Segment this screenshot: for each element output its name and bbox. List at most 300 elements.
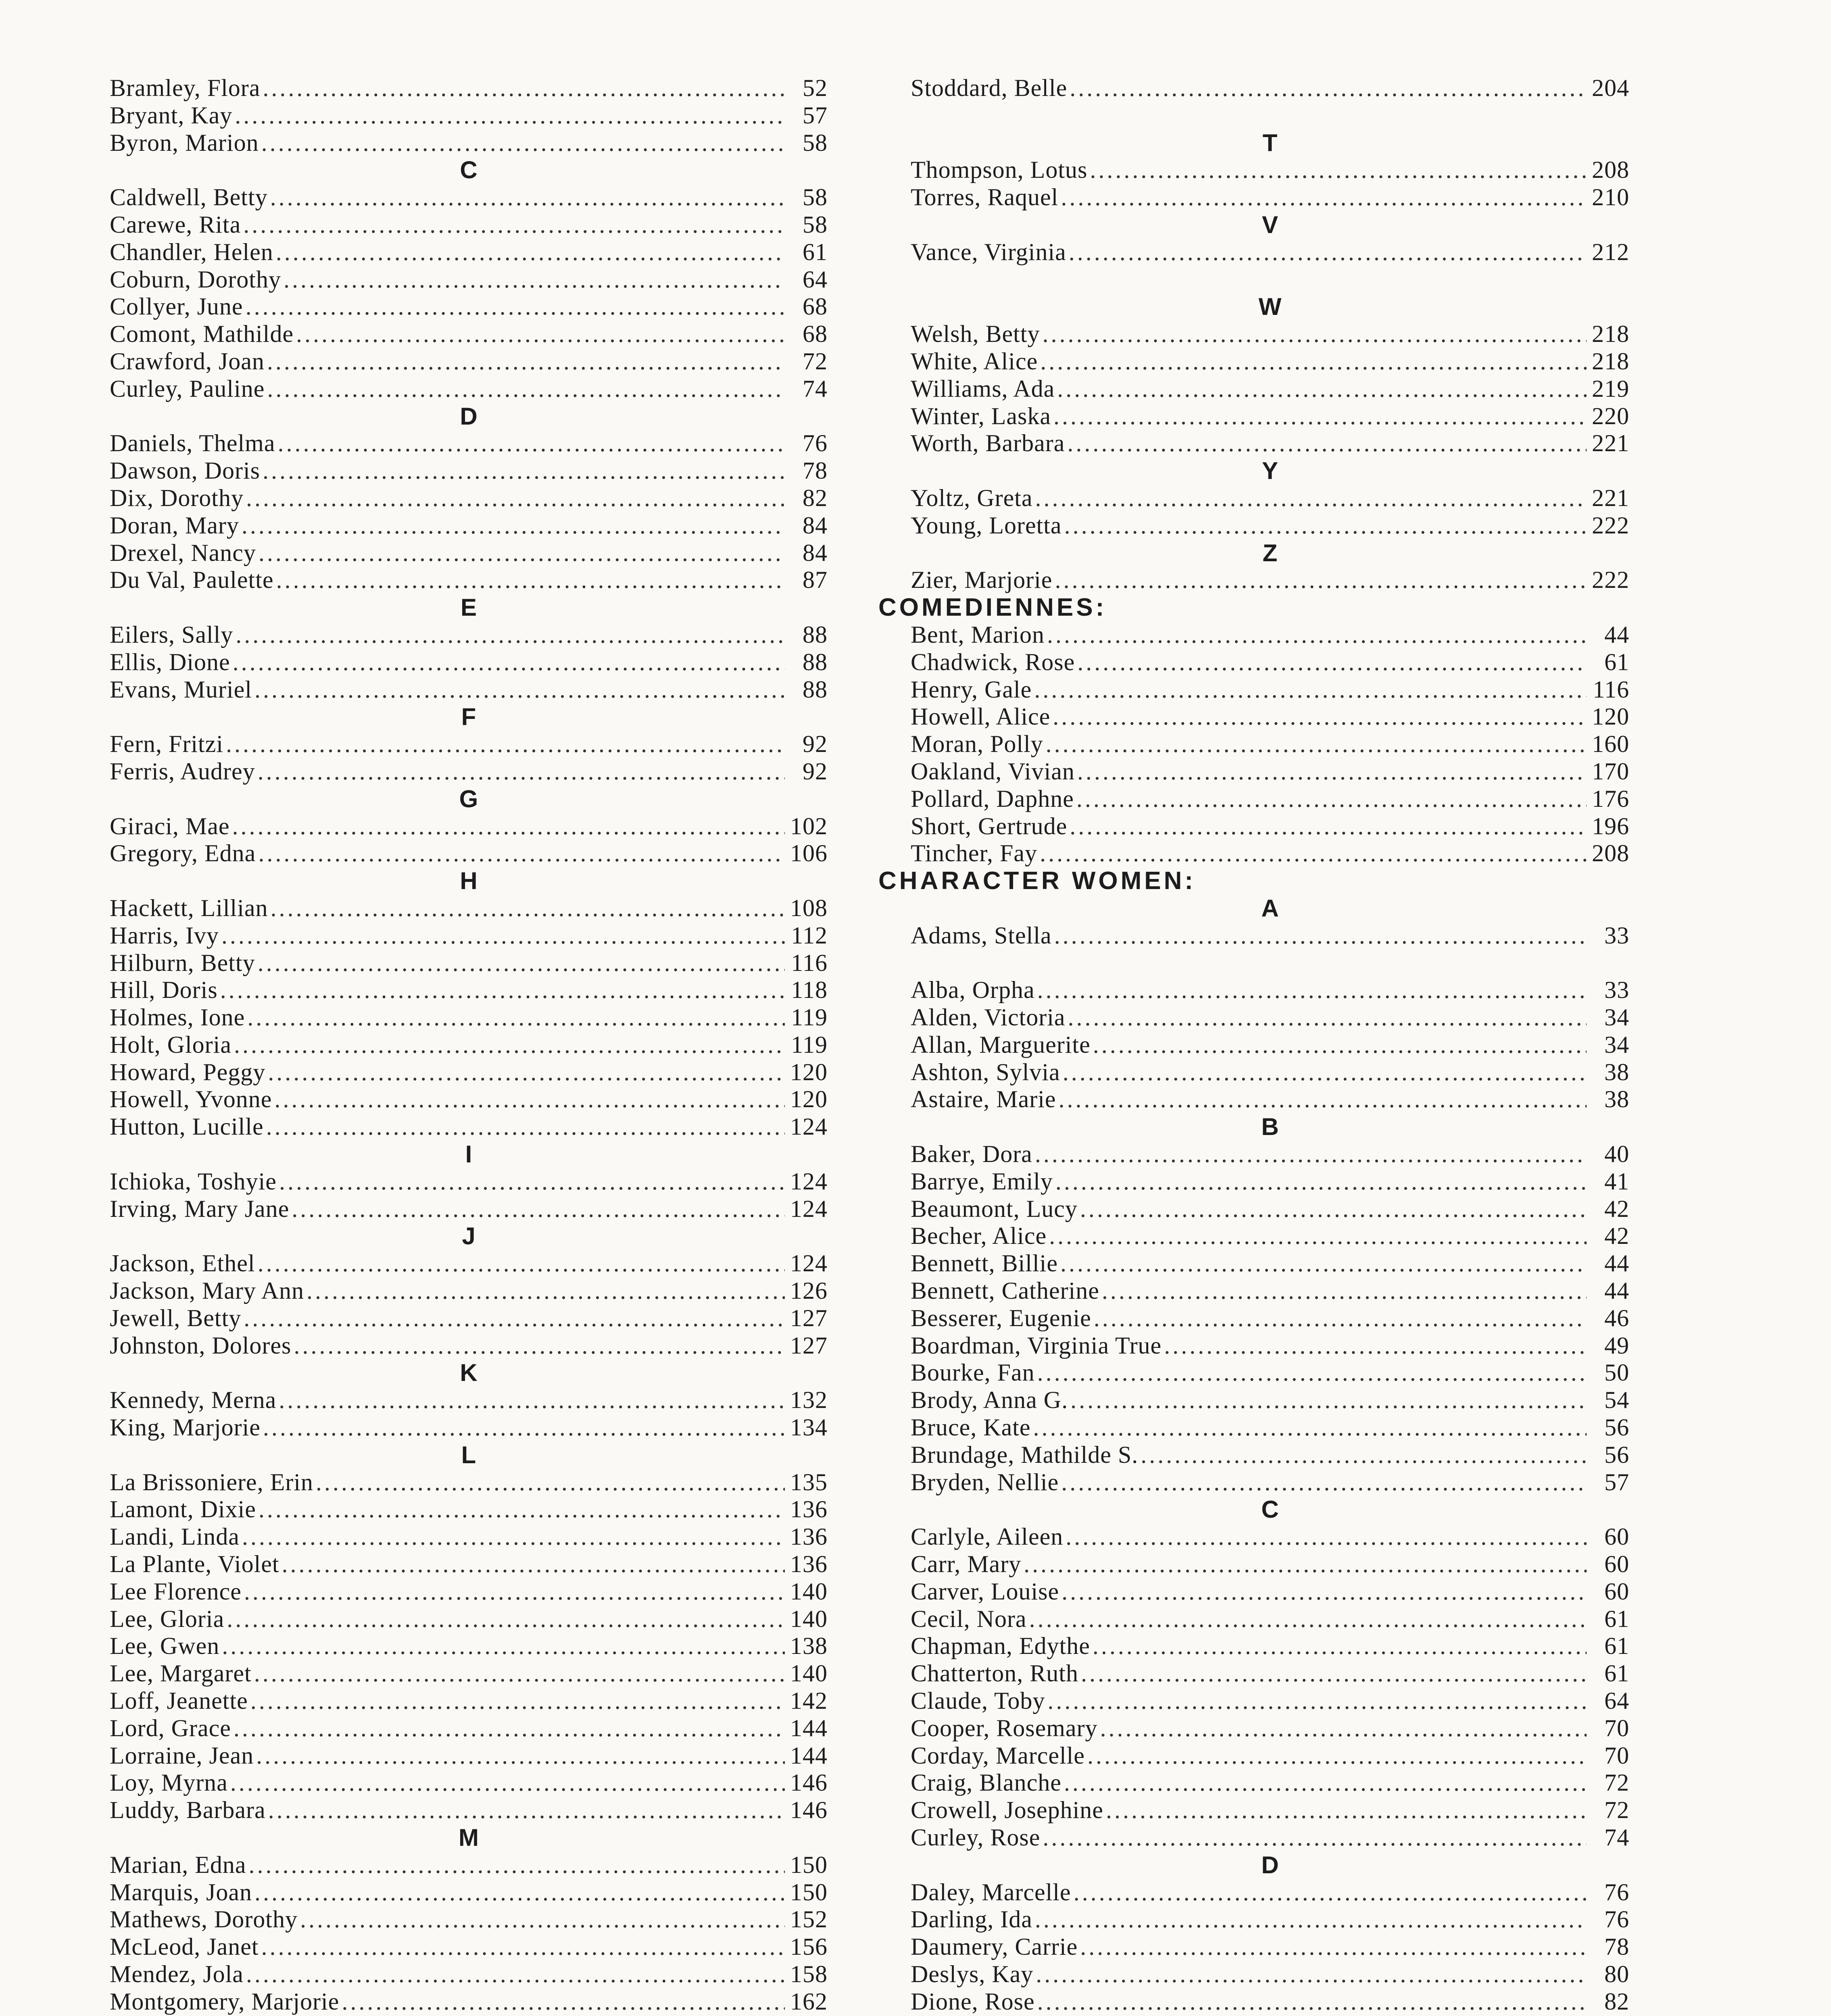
index-entry — [911, 1824, 1629, 1851]
dot-leader — [1043, 1824, 1587, 1851]
entry-page-number: 150 — [790, 1851, 828, 1878]
entry-page-number: 221 — [1592, 430, 1629, 457]
entry-name: Chandler, Helen — [110, 238, 273, 265]
index-entry — [110, 649, 828, 676]
entry-page-number: 108 — [790, 894, 828, 921]
letter-heading: G — [459, 785, 478, 812]
index-entry — [911, 1933, 1629, 1961]
entry-name: Alden, Victoria — [911, 1004, 1066, 1031]
entry-name: Bramley, Flora — [110, 75, 261, 101]
entry-name: Astaire, Marie — [911, 1086, 1056, 1113]
entry-page-number: 34 — [1604, 1031, 1629, 1058]
entry-name: Winter, Laska — [911, 402, 1051, 429]
entry-page-number: 44 — [1604, 1277, 1629, 1304]
entry-page-number: 140 — [790, 1660, 828, 1687]
index-entry — [110, 75, 828, 102]
index-entry — [911, 922, 1629, 950]
dot-leader — [279, 1387, 785, 1414]
entry-page-number: 132 — [790, 1387, 828, 1414]
entry-page-number: 78 — [803, 457, 828, 484]
entry-name: Lee, Gloria — [110, 1605, 225, 1632]
entry-name: Du Val, Paulette — [110, 566, 274, 594]
dot-leader — [227, 1606, 785, 1633]
entry-page-number: 44 — [1604, 621, 1629, 648]
entry-name: Doran, Mary — [110, 512, 239, 539]
dot-leader — [1094, 1305, 1587, 1332]
dot-leader — [1034, 676, 1587, 704]
index-entry — [911, 1195, 1629, 1223]
entry-name: Chadwick, Rose — [911, 648, 1075, 675]
entry-page-number: 127 — [790, 1332, 828, 1359]
dot-leader — [1042, 321, 1587, 348]
entry-page-number: 118 — [791, 977, 828, 1004]
dot-leader — [1035, 1141, 1587, 1168]
entry-page-number: 84 — [803, 539, 828, 566]
entry-name: Short, Gertrude — [911, 812, 1068, 839]
dot-leader — [1070, 813, 1587, 840]
dot-leader — [258, 950, 785, 977]
entry-page-number: 140 — [790, 1605, 828, 1632]
entry-page-number: 208 — [1592, 840, 1629, 867]
entry-page-number: 156 — [790, 1933, 828, 1960]
dot-leader — [1066, 1523, 1587, 1551]
entry-name: Loy, Myrna — [110, 1769, 228, 1796]
entry-page-number: 92 — [803, 758, 828, 785]
entry-page-number: 136 — [790, 1523, 828, 1550]
index-entry — [911, 1715, 1629, 1742]
dot-leader — [300, 1906, 785, 1933]
entry-name: Holt, Gloria — [110, 1031, 231, 1058]
dot-leader — [284, 266, 785, 294]
dot-leader — [1074, 1879, 1587, 1906]
dot-leader — [1053, 403, 1587, 430]
index-entry — [911, 813, 1629, 840]
entry-name: Dawson, Doris — [110, 457, 260, 484]
index-entry — [911, 1031, 1629, 1059]
index-entry — [110, 1906, 828, 1933]
entry-page-number: 54 — [1604, 1387, 1629, 1414]
entry-name: Allan, Marguerite — [911, 1031, 1091, 1058]
index-entry — [110, 129, 828, 157]
index-entry — [110, 1578, 828, 1606]
entry-name: Fern, Fritzi — [110, 731, 223, 758]
dot-leader — [1100, 1715, 1587, 1742]
entry-page-number: 82 — [803, 484, 828, 511]
section-heading: CHARACTER WOMEN: — [878, 867, 1196, 895]
entry-page-number: 42 — [1604, 1195, 1629, 1222]
dot-leader — [274, 1086, 785, 1113]
entry-name: Loff, Jeanette — [110, 1687, 248, 1714]
index-entry — [911, 512, 1629, 539]
index-entry — [110, 676, 828, 704]
index-entry — [911, 1250, 1629, 1277]
dot-leader — [258, 758, 785, 785]
dot-leader — [292, 1195, 785, 1223]
dot-leader — [1047, 1687, 1587, 1715]
dot-leader — [236, 621, 785, 649]
entry-name: Hackett, Lillian — [110, 894, 268, 921]
dot-leader — [1070, 1387, 1587, 1414]
dot-leader — [1061, 1469, 1587, 1496]
entry-page-number: 222 — [1592, 512, 1629, 539]
entry-page-number: 72 — [803, 348, 828, 375]
dot-leader — [1024, 1551, 1587, 1578]
entry-page-number: 38 — [1604, 1086, 1629, 1113]
index-entry — [110, 1277, 828, 1305]
index-entry — [110, 1551, 828, 1578]
dot-leader — [250, 1687, 785, 1715]
entry-name: Carr, Mary — [911, 1551, 1022, 1578]
entry-page-number: 84 — [803, 512, 828, 539]
letter-heading: E — [460, 594, 477, 621]
entry-page-number: 212 — [1592, 238, 1629, 265]
dot-leader — [256, 1742, 785, 1770]
entry-page-number: 142 — [790, 1687, 828, 1714]
entry-name: Jewell, Betty — [110, 1304, 242, 1331]
entry-name: Caldwell, Betty — [110, 184, 268, 211]
entry-name: McLeod, Janet — [110, 1933, 259, 1960]
letter-heading: C — [460, 156, 478, 184]
entry-page-number: 56 — [1604, 1441, 1629, 1468]
entry-name: Yoltz, Greta — [911, 484, 1033, 511]
dot-leader — [1054, 922, 1587, 950]
dot-leader — [268, 1059, 785, 1086]
dot-leader — [263, 75, 785, 102]
entry-page-number: 87 — [803, 566, 828, 594]
entry-page-number: 61 — [1604, 1660, 1629, 1687]
entry-page-number: 136 — [790, 1551, 828, 1578]
index-entry — [911, 1387, 1629, 1414]
entry-name: Irving, Mary Jane — [110, 1195, 290, 1222]
entry-name: Marian, Edna — [110, 1851, 246, 1878]
letter-heading: J — [462, 1223, 475, 1250]
letter-heading: K — [460, 1359, 478, 1387]
entry-page-number: 106 — [790, 840, 828, 867]
index-entry — [110, 485, 828, 512]
index-entry — [110, 239, 828, 266]
entry-page-number: 70 — [1604, 1714, 1629, 1741]
entry-page-number: 144 — [790, 1742, 828, 1769]
dot-leader — [1064, 512, 1587, 539]
dot-leader — [234, 1031, 785, 1059]
dot-leader — [276, 239, 785, 266]
index-entry — [110, 184, 828, 211]
entry-name: Dix, Dorothy — [110, 484, 244, 511]
entry-name: Brundage, Mathilde S. — [911, 1441, 1139, 1468]
entry-name: Cooper, Rosemary — [911, 1714, 1098, 1741]
dot-leader — [276, 566, 785, 594]
entry-page-number: 140 — [790, 1578, 828, 1605]
index-entry — [110, 1113, 828, 1141]
entry-name: Montgomery, Marjorie — [110, 1988, 340, 2015]
spacer — [911, 102, 1629, 129]
letter-heading: B — [1261, 1113, 1279, 1141]
dot-leader — [246, 1961, 785, 1988]
index-entry — [110, 1496, 828, 1523]
entry-page-number: 49 — [1604, 1332, 1629, 1359]
entry-name: Evans, Muriel — [110, 676, 252, 703]
dot-leader — [1055, 1168, 1587, 1195]
entry-page-number: 38 — [1604, 1058, 1629, 1085]
dot-leader — [267, 375, 785, 403]
entry-name: Eilers, Sally — [110, 621, 234, 648]
index-entry — [110, 211, 828, 239]
dot-leader — [342, 1988, 785, 2016]
index-entry — [911, 1769, 1629, 1797]
dot-leader — [242, 1523, 785, 1551]
entry-page-number: 119 — [791, 1031, 828, 1058]
dot-leader — [244, 1305, 785, 1332]
index-entry — [911, 1879, 1629, 1906]
dot-leader — [1067, 430, 1587, 457]
dot-leader — [1053, 703, 1587, 731]
entry-page-number: 72 — [1604, 1797, 1629, 1824]
index-entry — [110, 1305, 828, 1332]
index-entry — [110, 539, 828, 567]
entry-page-number: 41 — [1604, 1168, 1629, 1195]
letter-heading: D — [1261, 1851, 1279, 1879]
index-entry — [911, 403, 1629, 430]
entry-page-number: 80 — [1604, 1960, 1629, 1987]
index-entry — [911, 184, 1629, 211]
entry-name: Lord, Grace — [110, 1714, 231, 1741]
entry-name: Baker, Dora — [911, 1141, 1032, 1168]
letter-heading: H — [460, 867, 478, 895]
index-entry — [911, 75, 1629, 102]
dot-leader — [1035, 1906, 1587, 1933]
entry-page-number: 60 — [1604, 1523, 1629, 1550]
entry-name: Harris, Ivy — [110, 922, 219, 949]
dot-leader — [243, 211, 785, 239]
dot-leader — [277, 430, 785, 457]
index-entry — [911, 1305, 1629, 1332]
entry-name: White, Alice — [911, 348, 1038, 375]
entry-page-number: 57 — [1604, 1468, 1629, 1495]
entry-page-number: 146 — [790, 1769, 828, 1796]
entry-name: Collyer, June — [110, 293, 243, 320]
entry-name: Mendez, Jola — [110, 1960, 244, 1987]
entry-page-number: 88 — [803, 676, 828, 703]
entry-name: Holmes, Ione — [110, 1004, 245, 1031]
entry-name: La Plante, Violet — [110, 1551, 279, 1578]
index-entry — [911, 1168, 1629, 1195]
entry-name: Carlyle, Aileen — [911, 1523, 1064, 1550]
entry-name: Williams, Ada — [911, 375, 1055, 402]
index-entry — [911, 1523, 1629, 1551]
dot-leader — [316, 1469, 785, 1496]
entry-page-number: 64 — [803, 266, 828, 293]
entry-page-number: 162 — [790, 1988, 828, 2015]
letter-heading: V — [1262, 211, 1278, 238]
dot-leader — [230, 1769, 785, 1797]
entry-name: Oakland, Vivian — [911, 758, 1075, 785]
index-entry — [110, 1933, 828, 1961]
entry-page-number: 136 — [790, 1496, 828, 1523]
dot-leader — [1029, 1606, 1587, 1633]
index-entry — [110, 1961, 828, 1988]
dot-leader — [221, 922, 785, 950]
dot-leader — [1102, 1277, 1587, 1305]
entry-name: Darling, Ida — [911, 1906, 1032, 1933]
entry-page-number: 127 — [790, 1304, 828, 1331]
index-entry — [110, 1469, 828, 1496]
entry-page-number: 176 — [1592, 785, 1629, 812]
index-entry — [911, 1441, 1629, 1469]
dot-leader — [261, 1933, 785, 1961]
index-entry — [911, 676, 1629, 704]
entry-name: Moran, Polly — [911, 731, 1043, 758]
index-entry — [110, 922, 828, 950]
dot-leader — [1090, 156, 1587, 184]
spacer — [911, 950, 1629, 977]
entry-name: Bourke, Fan — [911, 1359, 1035, 1386]
index-entry — [110, 1250, 828, 1277]
entry-page-number: 146 — [790, 1797, 828, 1824]
entry-name: Kennedy, Merna — [110, 1387, 277, 1414]
index-entry — [110, 1031, 828, 1059]
dot-leader — [1064, 1769, 1587, 1797]
letter-heading: A — [1261, 894, 1279, 922]
dot-leader — [270, 184, 785, 211]
index-entry — [110, 758, 828, 785]
entry-page-number: 52 — [803, 75, 828, 101]
index-entry — [911, 1660, 1629, 1687]
dot-leader — [1081, 1660, 1587, 1687]
entry-page-number: 82 — [1604, 1988, 1629, 2015]
entry-name: Luddy, Barbara — [110, 1797, 266, 1824]
entry-name: Ichioka, Toshyie — [110, 1168, 277, 1195]
entry-name: Lee, Gwen — [110, 1633, 220, 1660]
index-entry — [110, 1414, 828, 1441]
dot-leader — [226, 731, 785, 758]
dot-leader — [1080, 1195, 1587, 1223]
entry-name: Besserer, Eugenie — [911, 1304, 1091, 1331]
entry-page-number: 40 — [1604, 1141, 1629, 1168]
entry-page-number: 116 — [1593, 676, 1629, 703]
entry-page-number: 34 — [1604, 1004, 1629, 1031]
index-entry — [110, 512, 828, 539]
entry-page-number: 50 — [1604, 1359, 1629, 1386]
entry-page-number: 196 — [1592, 812, 1629, 839]
letter-heading: D — [460, 402, 478, 430]
entry-name: Carewe, Rita — [110, 211, 241, 238]
letter-heading: W — [1258, 293, 1282, 321]
index-entry — [911, 1906, 1629, 1933]
index-entry — [911, 1797, 1629, 1824]
index-entry — [911, 1961, 1629, 1988]
entry-name: Hilburn, Betty — [110, 949, 255, 976]
entry-page-number: 64 — [1604, 1687, 1629, 1714]
entry-page-number: 124 — [790, 1113, 828, 1140]
index-entry — [911, 758, 1629, 785]
letter-heading: Y — [1262, 457, 1278, 485]
entry-name: Young, Loretta — [911, 512, 1062, 539]
entry-page-number: 44 — [1604, 1250, 1629, 1277]
dot-leader — [234, 1715, 785, 1742]
entry-name: Claude, Toby — [911, 1687, 1045, 1714]
entry-name: Bryden, Nellie — [911, 1468, 1059, 1495]
index-entry — [110, 621, 828, 649]
index-entry — [911, 1687, 1629, 1715]
index-entry — [911, 239, 1629, 266]
entry-page-number: 68 — [803, 293, 828, 320]
entry-name: Boardman, Virginia True — [911, 1332, 1162, 1359]
index-entry — [911, 348, 1629, 375]
entry-name: Brody, Anna G. — [911, 1387, 1068, 1414]
index-entry — [110, 1332, 828, 1360]
dot-leader — [222, 1633, 785, 1660]
entry-name: Daniels, Thelma — [110, 430, 275, 457]
index-entry — [110, 895, 828, 922]
entry-page-number: 61 — [803, 238, 828, 265]
entry-name: Dione, Rose — [911, 1988, 1035, 2015]
entry-page-number: 120 — [1592, 703, 1629, 730]
entry-page-number: 58 — [803, 211, 828, 238]
dot-leader — [271, 895, 785, 922]
entry-page-number: 134 — [790, 1414, 828, 1441]
index-entry — [911, 1606, 1629, 1633]
dot-leader — [1036, 1961, 1587, 1988]
section-heading: COMEDIENNES: — [878, 594, 1107, 622]
entry-page-number: 61 — [1604, 1633, 1629, 1660]
dot-leader — [1069, 239, 1587, 266]
index-entry — [110, 1879, 828, 1906]
index-entry — [911, 621, 1629, 649]
entry-name: Carver, Louise — [911, 1578, 1059, 1605]
entry-page-number: 76 — [1604, 1879, 1629, 1906]
entry-name: Lee, Margaret — [110, 1660, 252, 1687]
entry-page-number: 60 — [1604, 1578, 1629, 1605]
entry-name: Daley, Marcelle — [911, 1879, 1071, 1906]
dot-leader — [247, 1004, 785, 1031]
dot-leader — [1033, 1414, 1587, 1441]
entry-name: Ellis, Dione — [110, 648, 230, 675]
index-entry — [110, 1769, 828, 1797]
entry-name: Pollard, Daphne — [911, 785, 1074, 812]
dot-leader — [263, 457, 785, 485]
entry-name: Cecil, Nora — [911, 1605, 1027, 1632]
entry-name: Hutton, Lucille — [110, 1113, 264, 1140]
letter-heading: Z — [1262, 539, 1278, 566]
dot-leader — [1063, 1059, 1587, 1086]
entry-name: Giraci, Mae — [110, 812, 230, 839]
entry-name: Bent, Marion — [911, 621, 1045, 648]
index-entry — [911, 321, 1629, 348]
dot-leader — [242, 512, 785, 539]
index-entry — [911, 977, 1629, 1004]
entry-name: Lorraine, Jean — [110, 1742, 254, 1769]
entry-name: Becher, Alice — [911, 1223, 1047, 1250]
dot-leader — [1040, 840, 1587, 867]
index-entry — [110, 1797, 828, 1824]
entry-page-number: 61 — [1604, 648, 1629, 675]
index-entry — [911, 1742, 1629, 1770]
entry-name: Craig, Blanche — [911, 1769, 1061, 1796]
entry-page-number: 60 — [1604, 1551, 1629, 1578]
letter-heading: L — [461, 1441, 476, 1468]
right-column — [878, 75, 1629, 2016]
entry-name: Bryant, Kay — [110, 102, 233, 129]
entry-page-number: 170 — [1592, 758, 1629, 785]
dot-leader — [258, 840, 785, 867]
dot-leader — [279, 1168, 785, 1195]
dot-leader — [282, 1551, 785, 1578]
entry-page-number: 219 — [1592, 375, 1629, 402]
index-entry — [110, 1851, 828, 1879]
index-entry — [110, 1523, 828, 1551]
entry-page-number: 88 — [803, 648, 828, 675]
entry-page-number: 72 — [1604, 1769, 1629, 1796]
